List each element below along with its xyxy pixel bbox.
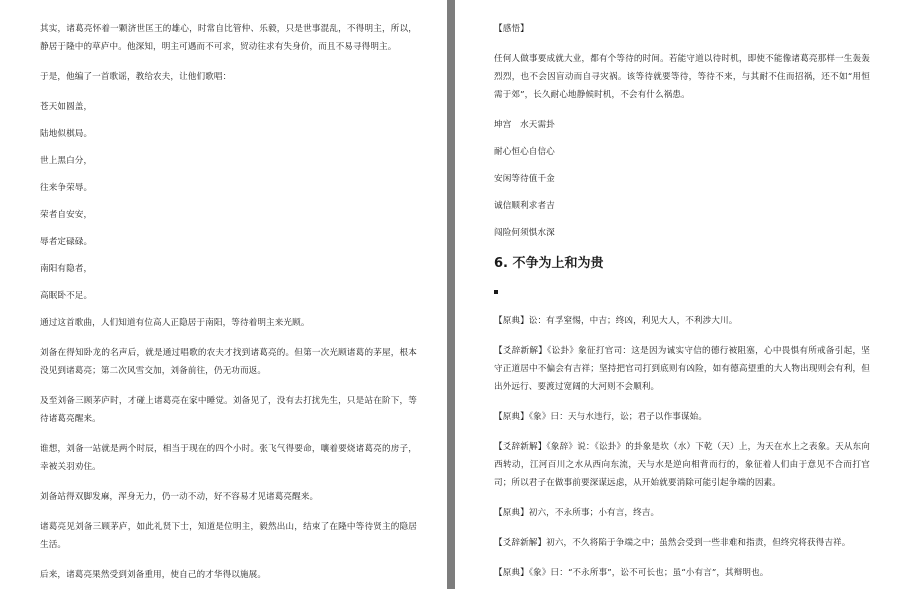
entry-original: 【原典】讼：有孚窒惕，中吉；终凶，利见大人，不利涉大川。 (494, 316, 738, 326)
paragraph-waiting: 谁想，刘备一站就是两个时辰，相当于现在的四个小时。张飞气得要命，嚷着要烧诸葛亮的房子，幸被关羽劝住。 (40, 444, 417, 472)
paragraph-third-visit: 及至刘备三顾茅庐时，才碰上诸葛亮在家中睡觉。刘备见了，没有去打扰先生，只是站在阶下，等待诸葛亮醒来。 (40, 396, 417, 424)
entry-original: 【原典】《象》曰：“不永所事”，讼不可长也；虽“小有言”，其辩明也。 (494, 568, 769, 578)
insight-label: 【感悟】 (494, 24, 529, 34)
poem-line: 闯险何须惧水深 (494, 228, 555, 238)
song-line: 荣者自安安， (40, 210, 93, 220)
poem-line: 耐心恒心自信心 (494, 147, 555, 157)
paragraph-awake: 刘备站得双脚发麻，浑身无力，仍一动不动，好不容易才见诸葛亮醒来。 (40, 492, 319, 502)
entry-interpretation: 【爻辞新解】初六，不久将陷于争端之中；虽然会受到一些非难和指责，但终究将获得吉祥。 (494, 538, 851, 548)
left-page (0, 0, 447, 589)
entry-original: 【原典】《象》曰：天与水违行，讼；君子以作事谋始。 (494, 412, 708, 422)
paragraph-leaves-mountain: 诸葛亮见刘备三顾茅庐，如此礼贤下士，知道是位明主，毅然出山，结束了在隆中等待贤主的隐居生活。 (40, 522, 417, 550)
right-page (455, 0, 900, 589)
paragraph-song-effect: 通过这首歌曲，人们知道有位高人正隐居于南阳，等待着明主来光顾。 (40, 318, 310, 328)
poem-line: 安闲等待值千金 (494, 174, 555, 184)
song-line: 陆地似棋局。 (40, 129, 93, 139)
section-title: 6. 不争为上和为贵 (494, 256, 604, 271)
song-line: 辱者定碌碌。 (40, 237, 93, 247)
paragraph-intro: 其实，诸葛亮怀着一颗济世匡王的雄心，时常自比管仲、乐毅，只是世事混乱，不得明主，所以，静居于隆中的草庐中。他深知，明主可遇而不可求，贸动往求有失身价，而且不易寻得明主。 (40, 24, 417, 52)
song-line: 高眠卧不足。 (40, 291, 93, 301)
page-gutter (447, 0, 455, 589)
insight-text: 任何人做事要成就大业，都有个等待的时间。若能守道以待时机，即使不能像诸葛亮那样一生轰轰烈烈，也不会因盲动而自寻灾祸。该等待就要等待，等待不来，与其耐不住而招祸，还不如“用恒需于郊”，长久耐心地静候时机，不会有什么祸患。 (494, 54, 870, 100)
paragraph-first-visits: 刘备在得知卧龙的名声后，就是通过唱歌的农夫才找到诸葛亮的。但第一次光顾诸葛的茅屋，根本没见到诸葛亮；第二次风雪交加，刘备前往，仍无功而返。 (40, 348, 417, 376)
song-line: 往来争荣辱。 (40, 183, 93, 193)
song-line: 苍天如圆盖， (40, 102, 93, 112)
song-line: 世上黑白分， (40, 156, 93, 166)
bullet-icon (494, 290, 498, 294)
entry-interpretation: 【爻辞新解】《象辞》说：《讼卦》的卦象是坎（水）下乾（天）上，为天在水上之表象。天从东向西转动，江河百川之水从西向东流，天与水是逆向相背而行的，象征着人们由于意见不合而打官司；所以君子在做事前要深谋远虑，从开始就要消除可能引起争端的因素。 (494, 442, 870, 488)
poem-line: 诚信顺利求者吉 (494, 201, 555, 211)
paragraph-conclusion: 后来，诸葛亮果然受到刘备重用，使自己的才华得以施展。 (40, 570, 267, 580)
poem-line: 坤宫 水天需卦 (494, 120, 555, 130)
song-line: 南阳有隐者， (40, 264, 93, 274)
entry-original: 【原典】初六，不永所事；小有言，终吉。 (494, 508, 660, 518)
paragraph-song-intro: 于是，他编了一首歌谣，教给农夫，让他们歌唱： (40, 72, 232, 82)
entry-interpretation: 【爻辞新解】《讼卦》象征打官司：这是因为诚实守信的德行被阻塞，心中畏惧有所戒备引起，坚守正道居中不偏会有吉祥；坚持把官司打到底则有凶险，如有德高望重的大人物出现则会有利，但出外远行、要渡过宽阔的大河则不会顺利。 (494, 346, 870, 392)
